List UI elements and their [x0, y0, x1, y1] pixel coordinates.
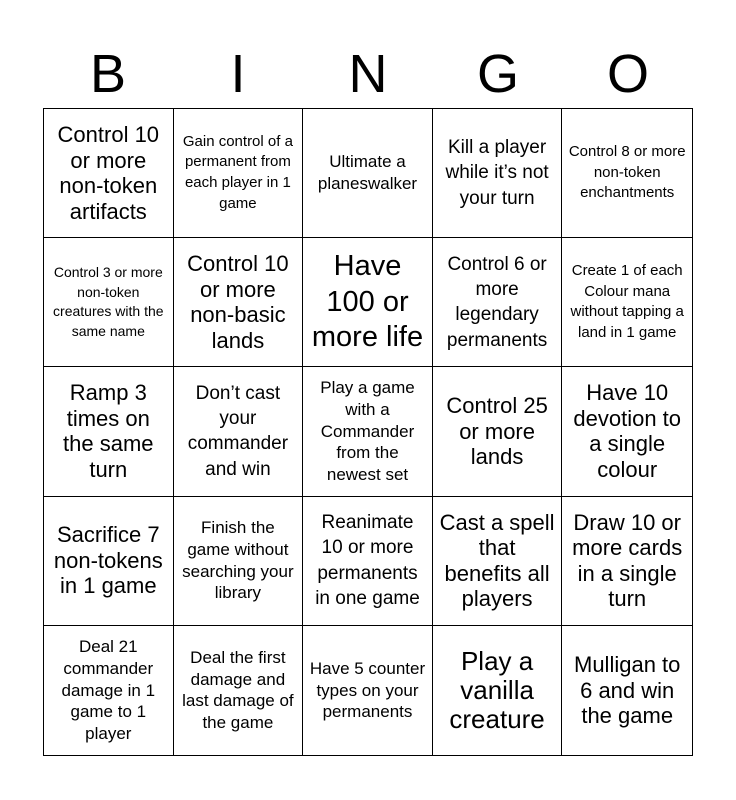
bingo-cell[interactable]: Gain control of a permanent from each player in 1 game — [174, 109, 304, 238]
bingo-cell[interactable]: Control 25 or more lands — [433, 367, 563, 496]
bingo-cell[interactable]: Have 5 counter types on your permanents — [303, 626, 433, 755]
header-letter-o: O — [606, 44, 649, 104]
bingo-board — [43, 108, 693, 756]
bingo-cell[interactable]: Control 10 or more non-token artifacts — [44, 109, 174, 238]
bingo-cell[interactable]: Play a vanilla creature — [433, 626, 563, 755]
bingo-cell[interactable]: Control 10 or more non-basic lands — [174, 238, 304, 367]
bingo-cell[interactable]: Cast a spell that benefits all players — [433, 497, 563, 626]
bingo-cell[interactable]: Control 3 or more non-token creatures with the same name — [44, 238, 174, 367]
bingo-cell[interactable]: Mulligan to 6 and win the game — [574, 652, 681, 729]
bingo-cell[interactable]: Kill a player while it’s not your turn — [433, 109, 563, 238]
bingo-cell[interactable]: Deal 21 commander damage in 1 game to 1 player — [44, 626, 174, 755]
header-letter-i: I — [230, 44, 246, 104]
bingo-cell[interactable]: Don’t cast your commander and win — [174, 367, 304, 496]
bingo-cell[interactable]: Control 8 or more non-token enchantments — [562, 109, 692, 238]
bingo-header — [43, 40, 693, 108]
bingo-cell[interactable]: Control 6 or more legendary permanents — [433, 238, 563, 367]
bingo-cell[interactable]: Ramp 3 times on the same turn — [44, 367, 174, 496]
bingo-cell[interactable]: Deal the first damage and last damage of the game — [174, 626, 304, 755]
bingo-cell[interactable]: Have 100 or more life — [303, 238, 433, 367]
bingo-cell[interactable]: Have 10 devotion to a single colour — [562, 367, 692, 496]
bingo-cell[interactable]: Finish the game without searching your library — [174, 497, 304, 626]
bingo-cell[interactable]: Create 1 of each Colour mana without tapping a land in 1 game — [562, 238, 692, 367]
bingo-cell[interactable]: Reanimate 10 or more permanents in one game — [303, 497, 433, 626]
bingo-cell[interactable]: Ultimate a planeswalker — [303, 109, 433, 238]
bingo-cell[interactable]: Draw 10 or more cards in a single turn — [562, 497, 692, 626]
bingo-cell[interactable]: Play a game with a Commander from the newest set — [303, 367, 433, 496]
header-letter-n: N — [348, 44, 388, 104]
bingo-cell[interactable]: Sacrifice 7 non-tokens in 1 game — [44, 497, 174, 626]
header-letter-b: B — [89, 44, 127, 104]
header-letter-g: G — [476, 44, 519, 104]
